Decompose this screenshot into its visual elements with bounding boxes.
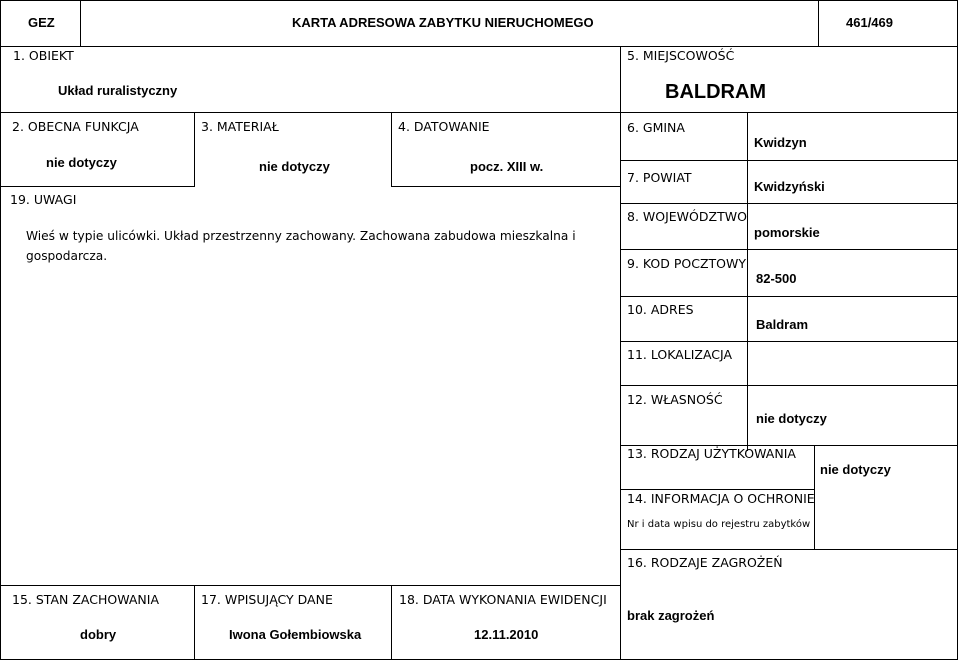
label-remarks: 19. UWAGI	[10, 192, 77, 207]
label-location: 11. LOKALIZACJA	[627, 347, 733, 362]
label-county: 7. POWIAT	[627, 170, 692, 185]
label-condition: 15. STAN ZACHOWANIA	[12, 592, 160, 607]
value-protection-info: Nr i data wpisu do rejestru zabytków	[627, 519, 811, 530]
value-material: nie dotyczy	[259, 159, 330, 174]
value-locality: BALDRAM	[665, 81, 767, 103]
label-dating: 4. DATOWANIE	[398, 119, 490, 134]
value-ownership: nie dotyczy	[756, 411, 827, 426]
label-commune: 6. GMINA	[627, 120, 685, 135]
label-material: 3. MATERIAŁ	[201, 119, 279, 134]
label-protection-info: 14. INFORMACJA O OCHRONIE	[627, 491, 815, 506]
label-ownership: 12. WŁASNOŚĆ	[627, 392, 723, 407]
value-postal-code: 82-500	[756, 271, 797, 286]
label-address: 10. ADRES	[627, 302, 694, 317]
value-threats: brak zagrożeń	[627, 608, 715, 623]
value-current-function: nie dotyczy	[46, 155, 117, 170]
value-dating: pocz. XIII w.	[470, 159, 544, 174]
label-postal-code: 9. KOD POCZTOWY	[627, 256, 746, 271]
value-county: Kwidzyński	[754, 179, 825, 194]
value-object: Układ ruralistyczny	[58, 83, 178, 98]
label-record-date: 18. DATA WYKONANIA EWIDENCJI	[399, 592, 607, 607]
label-current-function: 2. OBECNA FUNKCJA	[12, 119, 139, 134]
card-number: 461/469	[846, 15, 893, 30]
header-code: GEZ	[28, 15, 55, 30]
label-object: 1. OBIEKT	[13, 48, 74, 63]
label-threats: 16. RODZAJE ZAGROŻEŃ	[627, 555, 783, 570]
value-record-date: 12.11.2010	[474, 627, 539, 642]
card-title: KARTA ADRESOWA ZABYTKU NIERUCHOMEGO	[292, 15, 594, 30]
remarks-line-1: Wieś w typie ulicówki. Układ przestrzenny zachowany. Zachowana zabudowa mieszkalna i	[26, 229, 576, 243]
value-entered-by: Iwona Gołembiowska	[229, 627, 362, 642]
label-entered-by: 17. WPISUJĄCY DANE	[201, 592, 333, 607]
value-usage-type: nie dotyczy	[820, 462, 891, 477]
label-voivodeship: 8. WOJEWÓDZTWO	[627, 209, 747, 224]
value-voivodeship: pomorskie	[754, 225, 820, 240]
value-address: Baldram	[756, 317, 809, 332]
value-commune: Kwidzyn	[754, 135, 807, 150]
label-locality: 5. MIEJSCOWOŚĆ	[627, 48, 735, 63]
label-usage-type: 13. RODZAJ UŻYTKOWANIA	[627, 446, 796, 461]
value-condition: dobry	[80, 627, 117, 642]
remarks-line-2: gospodarcza.	[26, 249, 108, 263]
